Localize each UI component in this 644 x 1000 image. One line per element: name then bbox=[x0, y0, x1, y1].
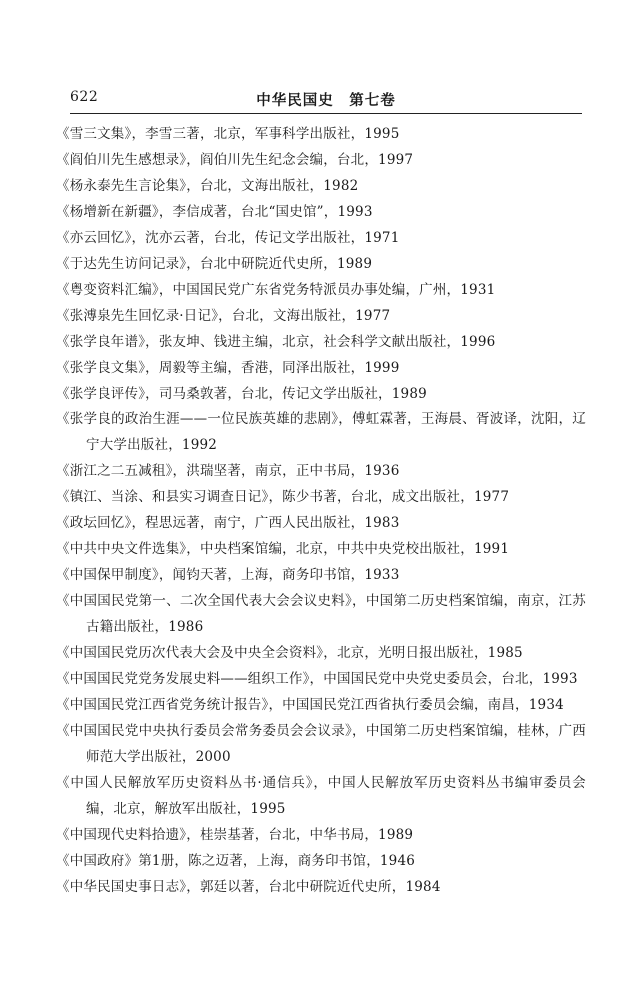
bibliography-entry: 《中国保甲制度》，闻钧天著，上海，商务印书馆，1933 bbox=[56, 567, 400, 584]
header-rule bbox=[70, 113, 582, 114]
page-number: 622 bbox=[70, 89, 99, 105]
bibliography-entry: 《中共中央文件选集》，中央档案馆编，北京，中共中央党校出版社，1991 bbox=[56, 541, 510, 558]
bibliography-list bbox=[56, 122, 586, 901]
bibliography-entry: 《中国人民解放军历史资料丛书·通信兵》，中国人民解放军历史资料丛书编审委员会编，北京，解放军出版社，1995 bbox=[56, 774, 586, 817]
bibliography-entry: 《杨增新在新疆》，李信成著，台北“国史馆”，1993 bbox=[56, 203, 373, 220]
bibliography-entry: 《浙江之二五减租》，洪瑞坚著，南京，正中书局，1936 bbox=[56, 463, 400, 480]
bibliography-entry: 《中国国民党中央执行委员会常务委员会会议录》，中国第二历史档案馆编，桂林，广西师范大学出版社，2000 bbox=[56, 722, 586, 765]
bibliography-entry: 《亦云回忆》，沈亦云著，台北，传记文学出版社，1971 bbox=[56, 229, 400, 246]
bibliography-entry: 《中国政府》第1册，陈之迈著，上海，商务印书馆，1946 bbox=[56, 852, 416, 869]
page-header bbox=[70, 89, 582, 111]
bibliography-entry: 《阎伯川先生感想录》，阎伯川先生纪念会编，台北，1997 bbox=[56, 151, 414, 168]
bibliography-entry: 《中国国民党党务发展史料——组织工作》，中国国民党中央党史委员会，台北，1993 bbox=[56, 671, 578, 688]
bibliography-entry: 《于达先生访问记录》，台北中研院近代史所，1989 bbox=[56, 255, 373, 272]
bibliography-entry: 《镇江、当涂、和县实习调查日记》，陈少书著，台北，成文出版社，1977 bbox=[56, 489, 510, 506]
bibliography-entry: 《中华民国史事日志》，郭廷以著，台北中研院近代史所，1984 bbox=[56, 878, 441, 895]
running-title: 中华民国史 第七卷 bbox=[256, 92, 396, 109]
bibliography-entry: 《中国国民党江西省党务统计报告》，中国国民党江西省执行委员会编，南昌，1934 bbox=[56, 696, 564, 713]
bibliography-entry: 《中国国民党第一、二次全国代表大会会议史料》，中国第二历史档案馆编，南京，江苏古籍出版社，1986 bbox=[56, 593, 586, 636]
bibliography-entry: 《张学良文集》，周毅等主编，香港，同泽出版社，1999 bbox=[56, 359, 400, 376]
bibliography-entry: 《中国国民党历次代表大会及中央全会资料》，北京，光明日报出版社，1985 bbox=[56, 645, 523, 662]
bibliography-entry: 《张学良年谱》，张友坤、钱进主编，北京，社会科学文献出版社，1996 bbox=[56, 333, 496, 350]
bibliography-entry: 《政坛回忆》，程思远著，南宁，广西人民出版社，1983 bbox=[56, 515, 400, 532]
bibliography-entry: 《张学良的政治生涯——一位民族英雄的悲剧》，傅虹霖著，王海晨、胥波译，沈阳，辽宁大学出版社，1992 bbox=[56, 411, 586, 454]
bibliography-entry: 《张溥泉先生回忆录·日记》，台北，文海出版社，1977 bbox=[56, 307, 391, 324]
bibliography-entry: 《粤变资料汇编》，中国国民党广东省党务特派员办事处编，广州，1931 bbox=[56, 281, 496, 298]
bibliography-entry: 《中国现代史料拾遗》，桂崇基著，台北，中华书局，1989 bbox=[56, 826, 414, 843]
bibliography-entry: 《张学良评传》，司马桑敦著，台北，传记文学出版社，1989 bbox=[56, 385, 427, 402]
bibliography-entry: 《杨永泰先生言论集》，台北，文海出版社，1982 bbox=[56, 177, 359, 194]
bibliography-entry: 《雪三文集》，李雪三著，北京，军事科学出版社，1995 bbox=[56, 126, 400, 142]
